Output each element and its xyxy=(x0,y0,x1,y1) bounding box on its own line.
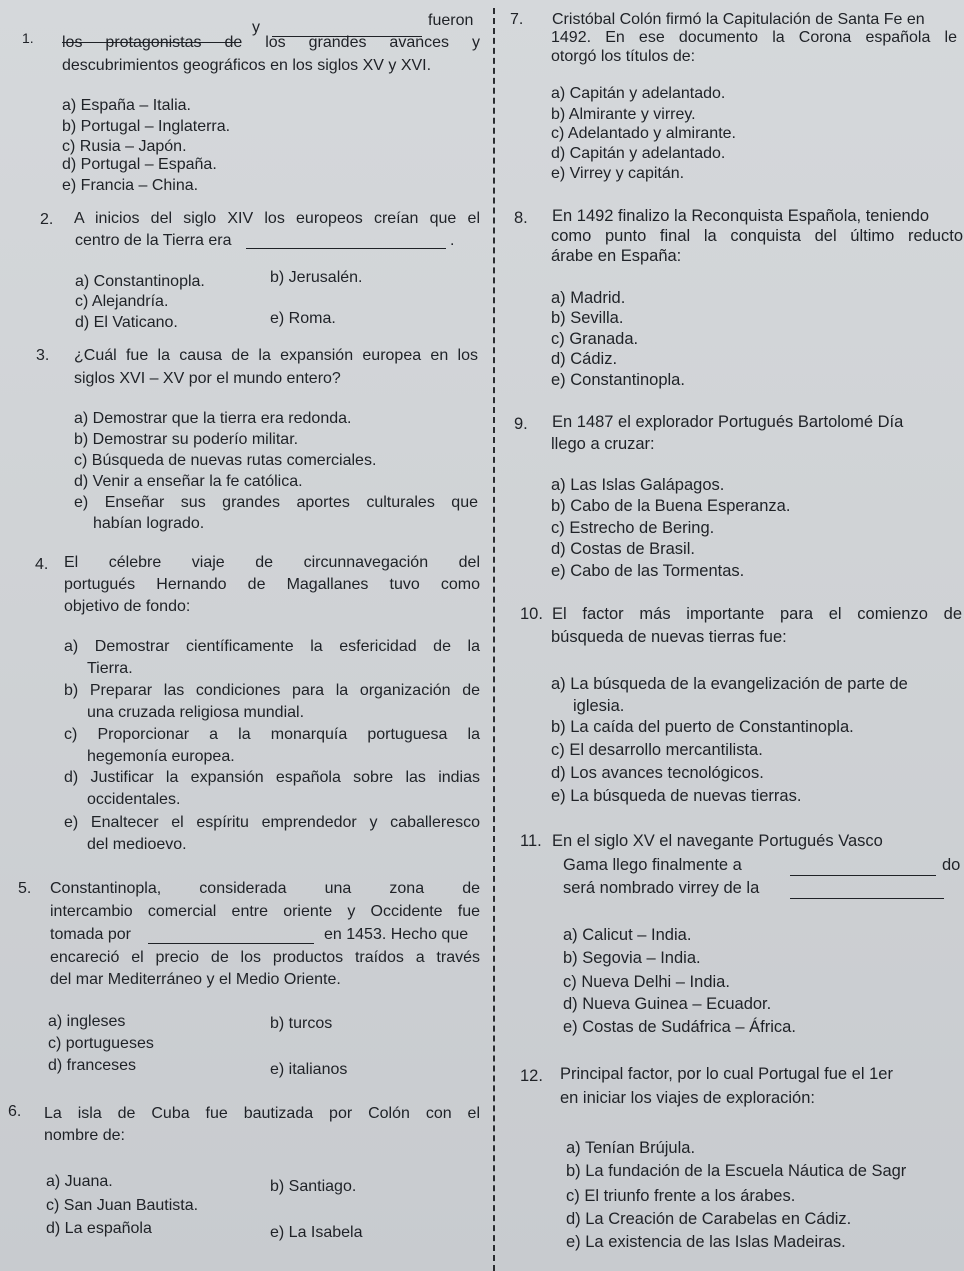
question-text: En el siglo XV el navegante Portugués Vasco xyxy=(552,832,883,850)
option-b[interactable]: b) Jerusalén. xyxy=(270,269,363,286)
option-e[interactable]: e) La Isabela xyxy=(270,1224,363,1241)
option-c[interactable]: c) El desarrollo mercantilista. xyxy=(551,741,763,759)
answer-blank[interactable] xyxy=(246,234,446,249)
question-number: 10. xyxy=(520,605,543,623)
option-a[interactable]: a) Constantinopla. xyxy=(75,273,205,290)
option-a[interactable]: a) La búsqueda de la evangelización de parte de xyxy=(551,675,908,693)
question-text: Constantinopla, considerada una zona de xyxy=(50,880,480,897)
question-text: El factor más importante para el comienzo de xyxy=(552,605,962,623)
question-number: 2. xyxy=(40,211,54,228)
question-text: . xyxy=(450,232,455,249)
question-number: 9. xyxy=(514,415,528,433)
option-d[interactable]: d) Cádiz. xyxy=(551,350,618,368)
option-c[interactable]: c) Nueva Delhi – India. xyxy=(563,973,730,991)
option-b[interactable]: b) La caída del puerto de Constantinopla. xyxy=(551,718,854,736)
question-text: encareció el precio de los productos traídos a través xyxy=(50,949,480,966)
option-d[interactable]: d) Nueva Guinea – Ecuador. xyxy=(563,995,772,1013)
option-b[interactable]: b) Sevilla. xyxy=(551,309,624,327)
option-d[interactable]: d) Capitán y adelantado. xyxy=(551,145,726,162)
option-c[interactable]: c) Búsqueda de nuevas rutas comerciales. xyxy=(74,452,377,469)
option-b[interactable]: b) Almirante y virrey. xyxy=(551,106,696,123)
question-text: A inicios del siglo XIV los europeos creían que el xyxy=(74,210,480,227)
option-d[interactable]: d) Portugal – España. xyxy=(62,156,217,173)
option-b[interactable]: b) Portugal – Inglaterra. xyxy=(62,118,231,135)
option-b[interactable]: b) turcos xyxy=(270,1015,333,1032)
option-e-continued: del medioevo. xyxy=(87,836,187,853)
option-b[interactable]: b) Segovia – India. xyxy=(563,949,701,967)
question-number: 4. xyxy=(35,556,49,573)
question-text: Cristóbal Colón firmó la Capitulación de Santa Fe en xyxy=(552,11,925,28)
option-a[interactable]: a) Tenían Brújula. xyxy=(566,1139,696,1157)
question-number: 7. xyxy=(510,11,524,28)
question-text: en iniciar los viajes de exploración: xyxy=(560,1089,815,1107)
option-c-continued: hegemonía europea. xyxy=(87,748,235,765)
question-number: 11. xyxy=(520,832,542,850)
question-text: árabe en España: xyxy=(551,247,682,265)
question-number: 5. xyxy=(18,880,32,897)
answer-blank[interactable] xyxy=(790,861,936,876)
question-text: búsqueda de nuevas tierras fue: xyxy=(551,628,787,646)
question-text: do xyxy=(942,856,961,874)
option-b[interactable]: b) La fundación de la Escuela Náutica de Sagr xyxy=(566,1162,907,1180)
question-text: llego a cruzar: xyxy=(551,435,655,453)
option-d[interactable]: d) La Creación de Carabelas en Cádiz. xyxy=(566,1210,852,1228)
question-text: y xyxy=(252,19,260,36)
option-c[interactable]: c) El triunfo frente a los árabes. xyxy=(566,1187,796,1205)
question-text: siglos XVI – XV por el mundo entero? xyxy=(74,370,341,387)
column-divider xyxy=(493,8,495,1271)
option-e[interactable]: e) Virrey y capitán. xyxy=(551,165,685,182)
question-text: Gama llego finalmente a xyxy=(563,856,742,874)
question-text: El célebre viaje de circunnavegación del xyxy=(64,554,480,571)
question-number: 12. xyxy=(520,1067,543,1085)
option-d[interactable]: d) Justificar la expansión española sobre las indias xyxy=(64,769,480,786)
question-text: Principal factor, por lo cual Portugal fue el 1er xyxy=(560,1065,893,1083)
option-c[interactable]: c) Rusia – Japón. xyxy=(62,138,187,155)
option-c[interactable]: c) San Juan Bautista. xyxy=(46,1197,199,1214)
option-b[interactable]: b) Cabo de la Buena Esperanza. xyxy=(551,497,791,515)
option-e[interactable]: e) La existencia de las Islas Madeiras. xyxy=(566,1233,846,1251)
question-text: será nombrado virrey de la xyxy=(563,879,760,897)
question-text: centro de la Tierra era xyxy=(75,232,232,249)
option-d[interactable]: d) El Vaticano. xyxy=(75,314,178,331)
question-number: 8. xyxy=(514,209,528,227)
option-a[interactable]: a) Demostrar que la tierra era redonda. xyxy=(74,410,352,427)
option-d[interactable]: d) La española xyxy=(46,1220,152,1237)
question-text: portugués Hernando de Magallanes tuvo como xyxy=(64,576,480,593)
question-text: La isla de Cuba fue bautizada por Colón con el xyxy=(44,1105,480,1122)
answer-blank[interactable] xyxy=(790,884,944,899)
option-e[interactable]: e) Roma. xyxy=(270,310,336,327)
option-a[interactable]: a) Las Islas Galápagos. xyxy=(551,476,725,494)
question-text: tomada por xyxy=(50,926,131,943)
option-e[interactable]: e) Costas de Sudáfrica – África. xyxy=(563,1018,796,1036)
option-b[interactable]: b) Preparar las condiciones para la organización de xyxy=(64,682,480,699)
option-a[interactable]: a) Juana. xyxy=(46,1173,113,1190)
option-b-continued: una cruzada religiosa mundial. xyxy=(87,704,305,721)
option-a[interactable]: a) España – Italia. xyxy=(62,97,191,114)
option-b[interactable]: b) Santiago. xyxy=(270,1178,357,1195)
question-text: del mar Mediterráneo y el Medio Oriente. xyxy=(50,971,341,988)
option-d[interactable]: d) franceses xyxy=(48,1057,137,1074)
option-c[interactable]: c) Estrecho de Bering. xyxy=(551,519,715,537)
question-text: En 1487 el explorador Portugués Bartolomé Día xyxy=(552,413,904,431)
option-d-continued: occidentales. xyxy=(87,791,181,808)
question-number: 6. xyxy=(8,1103,22,1120)
question-text: como punto final la conquista del último reducto xyxy=(551,227,963,245)
option-d[interactable]: d) Los avances tecnológicos. xyxy=(551,764,764,782)
question-text: objetivo de fondo: xyxy=(64,598,191,615)
question-number: 3. xyxy=(36,347,50,364)
option-e[interactable]: e) Cabo de las Tormentas. xyxy=(551,562,745,580)
question-text: en 1453. Hecho que xyxy=(324,926,469,943)
option-e[interactable]: e) Francia – China. xyxy=(62,177,199,194)
option-e[interactable]: e) Enaltecer el espíritu emprendedor y caballeresco xyxy=(64,814,480,831)
option-a-continued: Tierra. xyxy=(87,660,133,677)
option-e[interactable]: e) Enseñar sus grandes aportes culturales que xyxy=(74,494,478,511)
question-text: nombre de: xyxy=(44,1127,125,1144)
option-a[interactable]: a) Calicut – India. xyxy=(563,926,692,944)
question-number: 1. xyxy=(22,30,34,46)
question-text: intercambio comercial entre oriente y Occidente fue xyxy=(50,903,480,920)
option-c[interactable]: c) Granada. xyxy=(551,330,639,348)
option-e-continued: habían logrado. xyxy=(93,515,205,532)
option-a[interactable]: a) Capitán y adelantado. xyxy=(551,85,726,102)
option-e[interactable]: e) italianos xyxy=(270,1061,348,1078)
option-c[interactable]: c) Proporcionar a la monarquía portuguesa la xyxy=(64,726,480,743)
question-text: fueron xyxy=(428,12,474,29)
option-e[interactable]: e) La búsqueda de nuevas tierras. xyxy=(551,787,802,805)
option-b[interactable]: b) Demostrar su poderío militar. xyxy=(74,431,299,448)
question-text: 1492. En ese documento la Corona española le xyxy=(551,29,957,46)
option-e[interactable]: e) Constantinopla. xyxy=(551,371,685,389)
option-a[interactable]: a) Demostrar científicamente la esfericidad de la xyxy=(64,638,480,655)
option-c[interactable]: c) portugueses xyxy=(48,1035,154,1052)
question-text: los protagonistas de los grandes avances y xyxy=(62,34,480,51)
option-c[interactable]: c) Adelantado y almirante. xyxy=(551,125,736,142)
option-a-continued: iglesia. xyxy=(573,697,625,715)
option-c[interactable]: c) Alejandría. xyxy=(75,293,169,310)
answer-blank[interactable] xyxy=(148,929,314,944)
option-a[interactable]: a) Madrid. xyxy=(551,289,626,307)
option-d[interactable]: d) Costas de Brasil. xyxy=(551,540,695,558)
question-text: ¿Cuál fue la causa de la expansión europea en los xyxy=(74,347,478,364)
question-text: otorgó los títulos de: xyxy=(551,48,696,65)
option-d[interactable]: d) Venir a enseñar la fe católica. xyxy=(74,473,303,490)
question-text: descubrimientos geográficos en los siglos XV y XVI. xyxy=(62,57,432,74)
question-text: En 1492 finalizo la Reconquista Española, teniendo xyxy=(552,207,930,225)
option-a[interactable]: a) ingleses xyxy=(48,1013,126,1030)
